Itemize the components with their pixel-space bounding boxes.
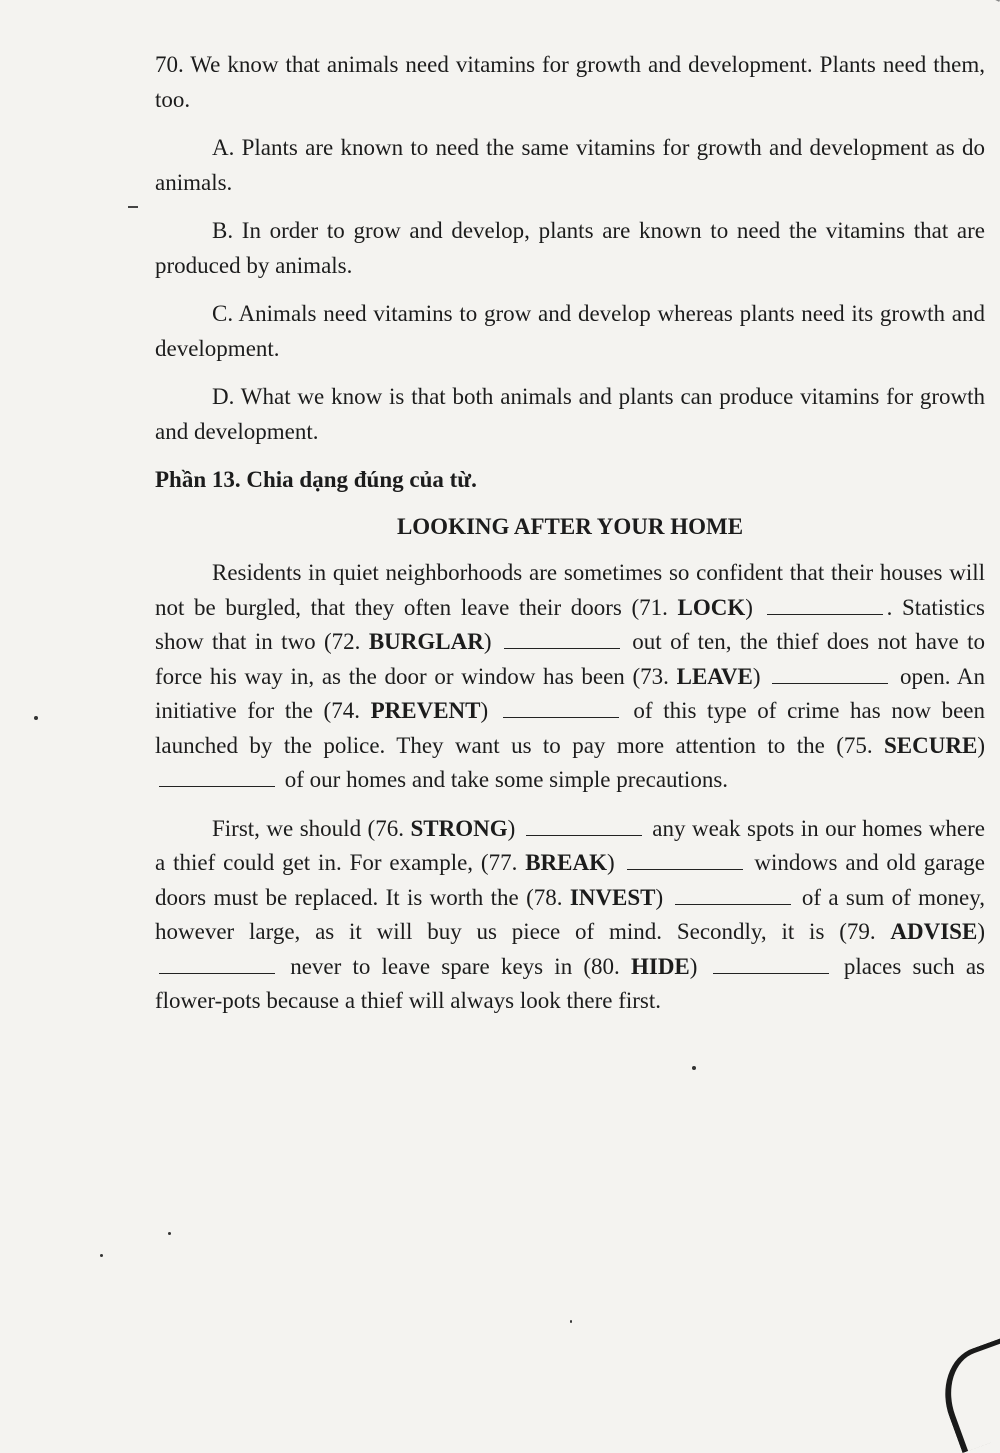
passage-text: Residents in quiet neighborhoods are sometimes so confident that their houses will not be burgled, that they often leave their doors (71. [155,560,985,620]
passage-text: ) [689,953,709,979]
answer-blank-78[interactable] [675,886,791,905]
keyword-72: BURGLAR [368,629,484,654]
keyword-79: ADVISE [890,919,978,944]
keyword-80: HIDE [630,953,690,979]
scan-speck [570,1320,572,1323]
passage-text: of our homes and take some simple precautions. [279,767,729,792]
margin-mark [128,206,138,208]
passage-text: any weak spots in our homes where a thief could get in. For example, (77. [155,815,986,875]
passage-text: open. An initiative for the (74. [155,663,985,723]
keyword-78: INVEST [569,884,656,910]
answer-blank-75[interactable] [159,768,275,787]
keyword-71: LOCK [677,594,746,620]
passage-text: of a sum of money, however large, as it will buy us piece of mind. Secondly, it is (79. [155,884,985,944]
question-70-option-b: B. In order to grow and develop, plants are known to need the vitamins that are produced by animals. [155,218,985,278]
passage-text: ) [480,698,499,723]
passage-text: ) [483,629,500,654]
question-70-option-c: C. Animals need vitamins to grow and develop whereas plants need its growth and development. [155,301,985,361]
passage-text: ) [507,815,522,841]
keyword-73: LEAVE [676,663,753,689]
answer-blank-72[interactable] [504,630,620,649]
scan-speck [100,1254,103,1257]
answer-blank-80[interactable] [713,955,829,974]
passage-text: . Statistics show that in two (72. [155,594,986,654]
keyword-74: PREVENT [370,698,481,723]
answer-blank-76[interactable] [526,817,642,836]
question-70-stem: 70. We know that animals need vitamins for growth and development. Plants need them, too. [155,52,985,112]
passage-text: ) [752,663,769,689]
answer-blank-77[interactable] [627,851,743,870]
scan-edge-mark [972,0,1000,2]
passage-text: ) [607,850,623,875]
keyword-77: BREAK [525,850,607,875]
passage-paragraph-1 [155,556,985,798]
passage-text: out of ten, the thief does not have to force his way in, as the door or window has been (73. [155,629,985,689]
passage-text: of this type of crime has now been launched by the police. They want us to pay more attention to the (75. [155,698,985,758]
passage-text: ) [745,594,763,620]
passage-text: First, we should (76. [212,815,411,841]
passage-text: ) [977,919,985,944]
answer-blank-74[interactable] [503,699,619,718]
passage-paragraph-2 [155,812,985,1019]
scan-speck [34,716,38,720]
passage-text: ) [977,732,985,758]
answer-blank-73[interactable] [772,665,888,684]
scan-speck [168,1232,171,1235]
passage-text: never to leave spare keys in (80. [279,953,631,979]
passage-text: places such as flower-pots because a thief will always look there first. [155,953,985,1013]
answer-blank-71[interactable] [767,596,883,615]
question-70-option-d: D. What we know is that both animals and plants can produce vitamins for growth and development. [155,384,985,444]
passage-text: windows and old garage doors must be replaced. It is worth the (78. [155,850,985,910]
keyword-75: SECURE [884,732,978,758]
passage-title: LOOKING AFTER YOUR HOME [396,513,744,539]
answer-blank-79[interactable] [159,955,275,974]
page-corner-curl [930,1338,1000,1453]
passage-text: ) [655,884,671,910]
scan-speck [692,1066,696,1070]
keyword-76: STRONG [410,815,508,841]
worksheet-content [155,48,985,1033]
question-70-option-a: A. Plants are known to need the same vitamins for growth and development as do animals. [155,135,985,195]
section-heading: Phần 13. Chia dạng đúng của từ. [155,467,477,492]
